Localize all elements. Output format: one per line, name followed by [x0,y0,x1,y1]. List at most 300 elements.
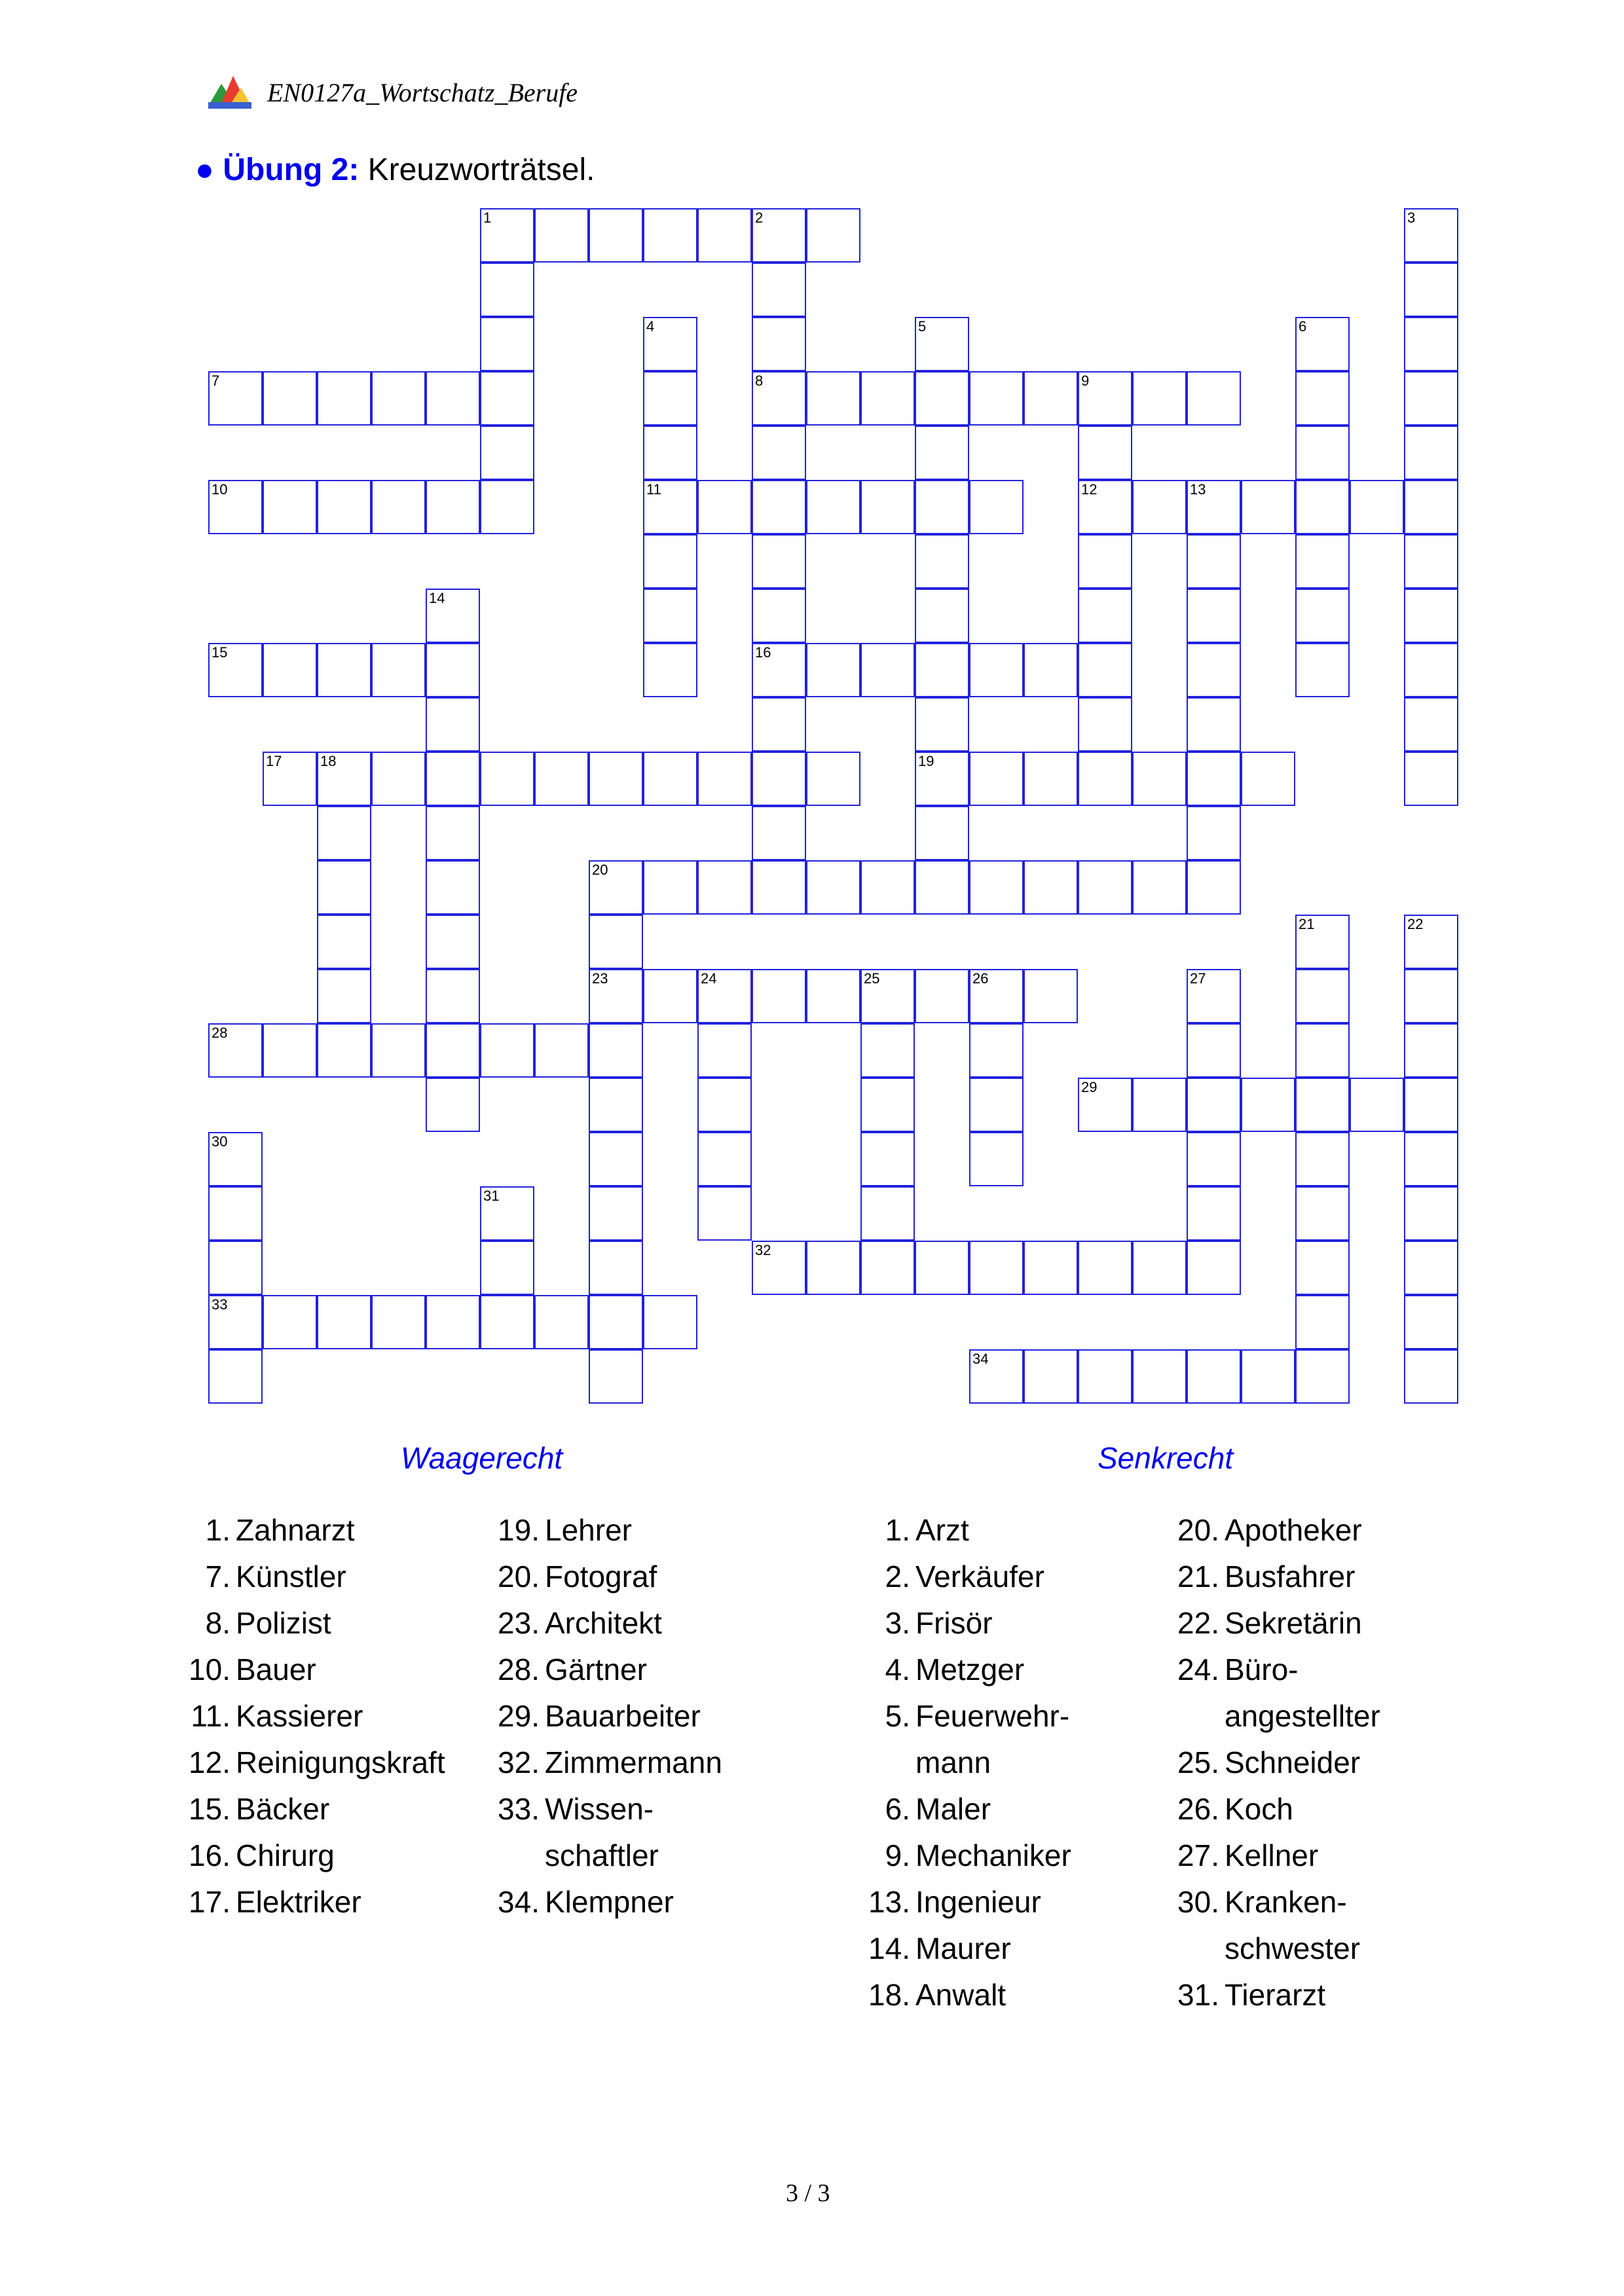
crossword-cell[interactable] [915,317,969,371]
crossword-cell[interactable] [643,426,697,480]
crossword-cell[interactable] [806,480,860,534]
clue-number: 33. [498,1792,540,1826]
crossword-cell[interactable] [1404,643,1458,697]
exercise-heading [195,152,595,188]
crossword-cell[interactable] [752,752,806,806]
crossword-cell[interactable] [969,969,1024,1023]
crossword-cell[interactable] [1295,1132,1350,1186]
crossword-cell[interactable] [589,208,643,263]
crossword-cell[interactable] [1404,480,1458,534]
crossword-cell[interactable] [1078,1078,1132,1132]
crossword-cell[interactable] [1350,1078,1404,1132]
clue-text: Mechaniker [915,1838,1071,1872]
crossword-cell[interactable] [752,317,806,371]
crossword-cell[interactable] [752,589,806,643]
crossword-cell[interactable] [1132,752,1187,806]
crossword-cell[interactable] [1404,317,1458,371]
clue-text: Lehrer [545,1513,632,1547]
crossword-cell[interactable] [643,860,697,915]
crossword-cell[interactable] [589,1078,643,1132]
crossword-cell[interactable] [915,697,969,752]
crossword-cell[interactable] [1404,263,1458,317]
crossword-cell[interactable] [752,426,806,480]
clue-number: 1. [205,1513,231,1547]
crossword-cell[interactable] [589,969,643,1023]
down-clue [863,1972,1177,2018]
clue-text: Künstler [236,1559,346,1594]
crossword-cell[interactable] [1404,1132,1458,1186]
crossword-cell[interactable] [480,426,534,480]
crossword-cell[interactable] [643,208,697,263]
crossword-cell[interactable] [1295,1295,1350,1349]
clue-text: Fotograf [545,1559,657,1594]
crossword-cell[interactable] [1187,1023,1241,1078]
crossword-cell[interactable] [263,752,317,806]
crossword-cell[interactable] [1187,534,1241,589]
crossword-cell[interactable] [1187,643,1241,697]
clue-number: 34. [498,1885,540,1919]
crossword-cell[interactable] [643,969,697,1023]
crossword-cell[interactable] [806,1241,860,1295]
crossword-cell[interactable] [643,752,697,806]
clue-number: 27. [1177,1838,1219,1872]
crossword-cell[interactable] [915,752,969,806]
clue-number: 21 [1299,916,1315,932]
clue-text: Maler [915,1792,991,1826]
crossword-cell[interactable] [860,1078,915,1132]
crossword-cell[interactable] [208,1241,263,1295]
crossword-cell[interactable] [643,534,697,589]
crossword-cell[interactable] [1132,480,1187,534]
crossword-cell[interactable] [915,643,969,697]
crossword-cell[interactable] [1078,480,1132,534]
crossword-cell[interactable] [1187,480,1241,534]
crossword-cell[interactable] [1404,697,1458,752]
across-heading: Waagerecht [401,1441,563,1475]
crossword-cell[interactable] [860,969,915,1023]
crossword-cell[interactable] [1404,752,1458,806]
crossword-cell[interactable] [1241,1078,1295,1132]
crossword-cell[interactable] [697,1132,752,1186]
crossword-cell[interactable] [263,480,317,534]
crossword-cell[interactable] [317,752,371,806]
crossword-cell[interactable] [1241,752,1295,806]
crossword-cell[interactable] [697,860,752,915]
clue-number: 25. [1177,1745,1219,1779]
clue-number: 22 [1407,916,1424,932]
crossword-cell[interactable] [860,860,915,915]
crossword-cell[interactable] [589,752,643,806]
crossword-cell[interactable] [263,643,317,697]
crossword-cell[interactable] [263,1023,317,1078]
crossword-cell[interactable] [860,480,915,534]
crossword-cell[interactable] [697,1186,752,1241]
crossword-cell[interactable] [208,643,263,697]
clue-number: 5. [885,1699,910,1733]
crossword-cell[interactable] [426,371,480,426]
down-clue [863,1832,1177,1879]
crossword-cell[interactable] [915,589,969,643]
clue-number: 33 [212,1296,228,1313]
crossword-cell[interactable] [208,371,263,426]
crossword-cell[interactable] [915,806,969,860]
crossword-cell[interactable] [371,480,426,534]
crossword-cell[interactable] [806,208,860,263]
clue-text: Apotheker [1225,1513,1362,1547]
crossword-cell[interactable] [1295,534,1350,589]
crossword-cell[interactable] [1078,697,1132,752]
crossword-cell[interactable] [1241,480,1295,534]
clue-number: 31. [1177,1978,1219,2012]
crossword-cell[interactable] [752,480,806,534]
crossword-cell[interactable] [1404,915,1458,969]
crossword-cell[interactable] [969,643,1024,697]
crossword-cell[interactable] [643,317,697,371]
crossword-cell[interactable] [969,371,1024,426]
across-clue [183,1693,498,1740]
crossword-cell[interactable] [1295,969,1350,1023]
clue-number: 10. [189,1652,231,1686]
crossword-cell[interactable] [860,643,915,697]
clue-number: 26. [1177,1792,1219,1826]
down-clue [863,1879,1177,1925]
crossword-cell[interactable] [1078,1349,1132,1404]
crossword-cell[interactable] [1295,1023,1350,1078]
crossword-cell[interactable] [480,317,534,371]
clue-number: 2. [885,1559,910,1594]
crossword-cell[interactable] [426,1295,480,1349]
crossword-cell[interactable] [1078,589,1132,643]
crossword-cell[interactable] [860,1023,915,1078]
crossword-cell[interactable] [915,1241,969,1295]
crossword-cell[interactable] [208,1186,263,1241]
crossword-cell[interactable] [1295,1241,1350,1295]
crossword-cell[interactable] [317,1295,371,1349]
crossword-cell[interactable] [643,643,697,697]
crossword-cell[interactable] [208,1295,263,1349]
crossword-cell[interactable] [697,1023,752,1078]
crossword-cell[interactable] [1187,969,1241,1023]
crossword-cell[interactable] [643,1295,697,1349]
crossword-cell[interactable] [1078,371,1132,426]
clue-number: 8. [205,1606,231,1640]
crossword-cell[interactable] [371,371,426,426]
crossword-cell[interactable] [208,1132,263,1186]
crossword-cell[interactable] [426,643,480,697]
crossword-cell[interactable] [1404,589,1458,643]
crossword-cell[interactable] [1404,1078,1458,1132]
crossword-cell[interactable] [317,1023,371,1078]
crossword-cell[interactable] [1187,806,1241,860]
crossword-cell[interactable] [480,371,534,426]
crossword-cell[interactable] [1187,1241,1241,1295]
crossword-cell[interactable] [1187,589,1241,643]
clue-text: Kassierer [236,1699,363,1733]
crossword-cell[interactable] [426,752,480,806]
crossword-cell[interactable] [752,806,806,860]
crossword-cell[interactable] [1404,1241,1458,1295]
crossword-cell[interactable] [697,969,752,1023]
crossword-cell[interactable] [480,1241,534,1295]
crossword-cell[interactable] [752,969,806,1023]
crossword-cell[interactable] [1404,1349,1458,1404]
across-clue [183,1600,498,1647]
crossword-cell[interactable] [317,643,371,697]
crossword-cell[interactable] [426,915,480,969]
down-clue [1172,1786,1486,1832]
crossword-cell[interactable] [860,371,915,426]
crossword-cell[interactable] [589,1295,643,1349]
crossword-cell[interactable] [317,860,371,915]
crossword-cell[interactable] [969,1078,1024,1132]
crossword-cell[interactable] [1295,1186,1350,1241]
crossword-cell[interactable] [1187,1132,1241,1186]
clue-text: Tierarzt [1225,1978,1326,2012]
crossword-cell[interactable] [480,752,534,806]
crossword-cell[interactable] [643,589,697,643]
crossword-cell[interactable] [1132,371,1187,426]
crossword-cell[interactable] [1404,1023,1458,1078]
crossword-cell[interactable] [589,1241,643,1295]
crossword-cell[interactable] [589,1186,643,1241]
crossword-cell[interactable] [480,1023,534,1078]
crossword-cell[interactable] [534,1295,589,1349]
crossword-cell[interactable] [915,860,969,915]
crossword-cell[interactable] [1187,697,1241,752]
crossword-cell[interactable] [643,480,697,534]
crossword-cell[interactable] [426,589,480,643]
down-clues-column-1 [863,1507,1177,2018]
crossword-cell[interactable] [371,752,426,806]
crossword-cell[interactable] [752,697,806,752]
crossword-cell[interactable] [534,1023,589,1078]
crossword-cell[interactable] [426,969,480,1023]
crossword-cell[interactable] [969,1023,1024,1078]
crossword-cell[interactable] [480,263,534,317]
clue-number: 7 [212,373,220,389]
crossword-cell[interactable] [1024,1349,1078,1404]
crossword-cell[interactable] [426,1078,480,1132]
crossword-cell[interactable] [752,1241,806,1295]
clue-text: Maurer [915,1931,1011,1965]
clue-text: Reinigungskraft [236,1745,445,1779]
crossword-cell[interactable] [806,969,860,1023]
crossword-cell[interactable] [1404,534,1458,589]
clue-number: 28. [498,1652,540,1686]
crossword-cell[interactable] [752,208,806,263]
down-clue [863,1925,1177,1972]
clue-number: 4 [646,318,655,335]
crossword-cell[interactable] [317,480,371,534]
crossword-cell[interactable] [969,480,1024,534]
crossword-cell[interactable] [480,1186,534,1241]
crossword-cell[interactable] [1132,1241,1187,1295]
crossword-cell[interactable] [752,534,806,589]
crossword-cell[interactable] [1404,969,1458,1023]
clue-text: Chirurg [236,1838,335,1872]
crossword-cell[interactable] [643,371,697,426]
crossword-cell[interactable] [1350,480,1404,534]
crossword-cell[interactable] [1024,752,1078,806]
clue-number: 23. [498,1606,540,1640]
clue-number: 14 [429,590,445,606]
clue-text: Sekretärin [1225,1606,1362,1640]
crossword-cell[interactable] [1404,1186,1458,1241]
crossword-cell[interactable] [426,480,480,534]
crossword-cell[interactable] [317,371,371,426]
clue-text: Bauarbeiter [545,1699,701,1733]
crossword-cell[interactable] [1404,1295,1458,1349]
logo-mountains-icon [207,73,253,110]
crossword-cell[interactable] [752,860,806,915]
clue-number: 34 [972,1351,989,1367]
crossword-cell[interactable] [1187,1186,1241,1241]
crossword-cell[interactable] [860,1241,915,1295]
crossword-cell[interactable] [1295,480,1350,534]
crossword-cell[interactable] [1295,589,1350,643]
crossword-cell[interactable] [752,643,806,697]
crossword-cell[interactable] [915,371,969,426]
clue-number: 1 [483,210,492,226]
crossword-cell[interactable] [1404,208,1458,263]
crossword-cell[interactable] [1187,860,1241,915]
crossword-cell[interactable] [752,263,806,317]
crossword-cell[interactable] [1132,1078,1187,1132]
crossword-cell[interactable] [697,752,752,806]
crossword-cell[interactable] [1024,969,1078,1023]
crossword-cell[interactable] [1295,371,1350,426]
clue-number: 3. [885,1606,910,1640]
crossword-cell[interactable] [317,806,371,860]
crossword-cell[interactable] [1078,426,1132,480]
crossword-cell[interactable] [317,969,371,1023]
crossword-cell[interactable] [426,697,480,752]
crossword-cell[interactable] [208,1023,263,1078]
crossword-cell[interactable] [480,208,534,263]
crossword-cell[interactable] [1241,1349,1295,1404]
crossword-cell[interactable] [589,860,643,915]
crossword-cell[interactable] [697,480,752,534]
crossword-cell[interactable] [1187,371,1241,426]
crossword-cell[interactable] [697,1078,752,1132]
crossword-cell[interactable] [860,1132,915,1186]
crossword-cell[interactable] [480,1295,534,1349]
crossword-cell[interactable] [589,1023,643,1078]
across-clue [183,1832,498,1879]
crossword-cell[interactable] [263,1295,317,1349]
crossword-cell[interactable] [969,1349,1024,1404]
clue-number: 17 [266,753,282,769]
crossword-cell[interactable] [589,915,643,969]
crossword-cell[interactable] [1024,371,1078,426]
crossword-cell[interactable] [915,480,969,534]
crossword-cell[interactable] [1024,860,1078,915]
crossword-cell[interactable] [915,534,969,589]
across-clue [183,1554,498,1600]
crossword-cell[interactable] [1295,1349,1350,1404]
crossword-cell[interactable] [1295,915,1350,969]
crossword-cell[interactable] [589,1132,643,1186]
crossword-cell[interactable] [1024,643,1078,697]
clue-number: 8 [755,373,764,389]
crossword-cell[interactable] [969,1241,1024,1295]
crossword-cell[interactable] [1295,1078,1350,1132]
clue-text: Busfahrer [1225,1559,1356,1594]
crossword-cell[interactable] [915,969,969,1023]
crossword-cell[interactable] [1295,317,1350,371]
down-clue [863,1786,1177,1832]
crossword-cell[interactable] [208,480,263,534]
crossword-cell[interactable] [1078,1241,1132,1295]
crossword-cell[interactable] [860,1186,915,1241]
crossword-cell[interactable] [263,371,317,426]
crossword-cell[interactable] [969,1132,1024,1186]
clue-text: Zimmermann [545,1745,722,1779]
crossword-cell[interactable] [371,1023,426,1078]
clue-number: 29 [1081,1079,1098,1095]
crossword-cell[interactable] [969,752,1024,806]
crossword-cell[interactable] [426,806,480,860]
crossword-cell[interactable] [1187,752,1241,806]
crossword-cell[interactable] [697,208,752,263]
crossword-cell[interactable] [806,752,860,806]
crossword-cell[interactable] [534,752,589,806]
clue-text: Gärtner [545,1652,647,1686]
crossword-cell[interactable] [1078,860,1132,915]
clue-text: Koch [1225,1792,1293,1826]
clue-number: 15 [212,644,228,661]
crossword-cell[interactable] [1187,1349,1241,1404]
crossword-cell[interactable] [1295,643,1350,697]
crossword-cell[interactable] [317,915,371,969]
clue-text: Bauer [236,1652,316,1686]
crossword-cell[interactable] [426,1023,480,1078]
clue-number: 30 [212,1133,228,1150]
crossword-cell[interactable] [1024,1241,1078,1295]
crossword-cell[interactable] [1132,860,1187,915]
across-clue [183,1507,498,1554]
crossword-cell[interactable] [1078,752,1132,806]
crossword-cell[interactable] [480,480,534,534]
clue-number: 10 [212,481,228,498]
crossword-cell[interactable] [806,643,860,697]
clue-text: Polizist [236,1606,331,1640]
crossword-cell[interactable] [1295,426,1350,480]
crossword-cell[interactable] [1404,426,1458,480]
crossword-cell[interactable] [969,860,1024,915]
crossword-cell[interactable] [806,860,860,915]
crossword-cell[interactable] [1187,1078,1241,1132]
crossword-cell[interactable] [589,1349,643,1404]
crossword-cell[interactable] [1078,643,1132,697]
clue-text-continued: schaftler [545,1838,659,1872]
clue-number: 13 [1190,481,1206,498]
bullet-icon: ● [195,153,214,187]
across-clue [183,1879,498,1925]
crossword-cell[interactable] [915,426,969,480]
crossword-cell[interactable] [371,643,426,697]
crossword-cell[interactable] [371,1295,426,1349]
crossword-cell[interactable] [806,371,860,426]
clue-number: 30. [1177,1885,1219,1919]
crossword-cell[interactable] [752,371,806,426]
crossword-cell[interactable] [426,860,480,915]
crossword-cell[interactable] [1078,534,1132,589]
crossword-cell[interactable] [534,208,589,263]
crossword-cell[interactable] [1132,1349,1187,1404]
crossword-cell[interactable] [208,1349,263,1404]
crossword-cell[interactable] [1404,371,1458,426]
